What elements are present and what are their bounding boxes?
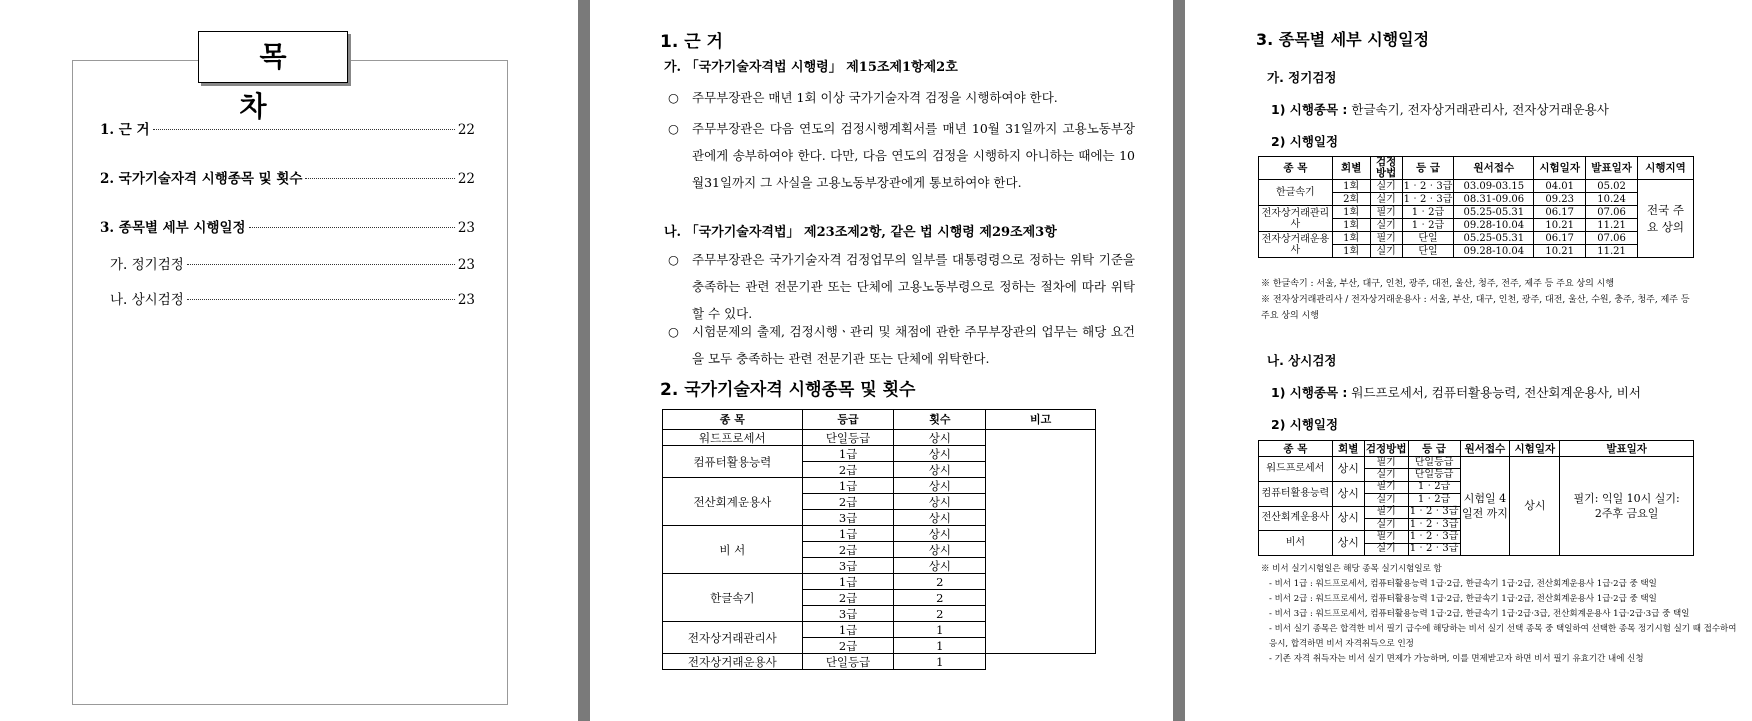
regular-schedule-table: 종 목 회별 검정방법 등 급 원서접수 시험일자 발표일자 시행지역 한글속기 1회 실기 1‧2‧3급 03.09-03.15 04.01 05.02 전국 주요 상의 2회 실기 1‧2‧3급 08.31-09.06 09.23 10.24 전자상거래관리사 1회 필기 1‧2급 05.25-05.31 06.17 07.06 1회 실기 1‧2급 09.28-10.04 10.21 11.21 전자상거래운용사 1회 필기 단일 05.25-05.31 06.17 07.06 1회 실기 단일 09.28-10.04 10.21 11.21: [1258, 156, 1694, 258]
regular-exam-title: 가. 정기검정: [1267, 70, 1337, 85]
toc-item[interactable]: 1. 근 거 22: [100, 122, 475, 138]
permanent-schedule-title: 2) 시행일정: [1271, 417, 1339, 432]
table-cell: 2급: [802, 462, 894, 478]
table-row: [663, 430, 1096, 446]
table-cell: 1급: [802, 446, 894, 462]
table-header: 시험일자: [1510, 441, 1560, 457]
note-line: - 비서 3급 : 워드프로세서, 컴퓨터활용능력 1급·2급, 한글속기 1급·2급·3급, 전산회계운용사 1급·2급·3급 중 택일: [1269, 609, 1690, 619]
table-cell: 워드프로세서: [663, 430, 803, 446]
table-header: 횟수: [894, 410, 986, 430]
table-cell: 상시: [894, 510, 986, 526]
table-cell: 비 서: [663, 526, 803, 574]
table-cell: 3급: [802, 558, 894, 574]
toc-item[interactable]: 3. 종목별 세부 시행일정 23: [100, 220, 475, 236]
permanent-schedule-table: 종 목 회별 검정방법 등 급 원서접수 시험일자 발표일자 워드프로세서 상시 필기 단일등급 시험일 4일전 까지 상시 필기: 익일 10시 실기: 2주후 금요일 실기 단일등급 컴퓨터활용능력 상시 필기 1‧2급 실기 1‧2급 전산회계운용사 상시 필기 1‧2‧3급 실기 1‧2‧3급 비서 상시 필기 1‧2‧3급 실기 1‧2‧3급: [1258, 440, 1694, 556]
table-cell: 1: [894, 622, 986, 638]
table-header: 종 목: [1259, 441, 1333, 457]
subheading-b: 나. 「국가기술자격법」 제23조제2항, 같은 법 시행령 제29조제3항: [664, 225, 1057, 240]
table-cell: 상시: [894, 446, 986, 462]
section-heading-schedule: 3. 종목별 세부 시행일정: [1256, 30, 1430, 49]
table-cell: 1: [894, 638, 986, 654]
document-page-schedule: [1185, 0, 1752, 721]
table-cell: 상시: [894, 478, 986, 494]
note-line: - 비서 1급 : 워드프로세서, 컴퓨터활용능력 1급·2급, 한글속기 1급·2급, 전산회계운용사 1급·2급 중 택일: [1269, 579, 1657, 589]
region-cell: 전국 주요 상의: [1638, 180, 1694, 258]
table-cell: 한글속기: [663, 574, 803, 622]
table-cell: 상시: [894, 462, 986, 478]
table-header: 회별: [1332, 441, 1364, 457]
table-cell: 전자상거래관리사: [1259, 206, 1333, 232]
table-cell: 3급: [802, 606, 894, 622]
note-line: - 기존 자격 취득자는 비서 실기 면제가 가능하며, 이를 면제받고자 하면 비서 필기 유효기간 내에 신청: [1269, 654, 1644, 664]
permanent-items-line: 1) 시행종목 : 워드프로세서, 컴퓨터활용능력, 전산회계운용사, 비서: [1271, 385, 1641, 400]
table-header: 등 급: [1408, 441, 1460, 457]
table-cell: 2: [894, 590, 986, 606]
remark-cell: [986, 430, 1096, 654]
table-cell: 1급: [802, 622, 894, 638]
table-header: 시험일자: [1534, 157, 1586, 180]
table-cell: 전자상거래관리사: [663, 622, 803, 654]
table-cell: 1: [894, 654, 986, 670]
table-cell: 2급: [802, 494, 894, 510]
toc-frame: [72, 60, 508, 705]
regular-items-line: 1) 시행종목 : 한글속기, 전자상거래관리사, 전자상거래운용사: [1271, 102, 1609, 117]
table-header: 원서접수: [1454, 157, 1534, 180]
table-cell: 상시: [894, 526, 986, 542]
table-header: 비고: [986, 410, 1096, 430]
table-row: [663, 654, 1096, 670]
table-header: 검정방법: [1365, 442, 1407, 455]
table-cell: 컴퓨터활용능력: [663, 446, 803, 478]
table-cell: 2: [894, 606, 986, 622]
regular-note: ※ 전자상거래관리사 / 전자상거래운용사 : 서울, 부산, 대구, 인천, 광주, 대전, 울산, 수원, 충주, 청주, 제주 등 주요 상의 시행: [1261, 295, 1690, 321]
permanent-exam-title: 나. 상시검정: [1267, 353, 1337, 368]
toc-page: [0, 0, 578, 721]
table-cell: 상시: [894, 494, 986, 510]
table-cell: 1급: [802, 574, 894, 590]
table-cell: 상시: [894, 558, 986, 574]
table-cell: 단일등급: [802, 430, 894, 446]
table-cell: 2: [894, 574, 986, 590]
section-heading-items: 2. 국가기술자격 시행종목 및 횟수: [660, 380, 916, 400]
table-header: 등급: [802, 410, 894, 430]
toc-item[interactable]: 가. 정기검정 23: [110, 257, 475, 273]
table-header: 회별: [1332, 157, 1370, 180]
document-page-basis: [590, 0, 1173, 721]
note-line: - 비서 실기 종목은 합격한 비서 필기 급수에 해당하는 비서 실기 선택 종목 중 택일하여 선택한 종목 정기시험 실기 때 접수하여 응시, 합격하면 비서 자격취득으로 인정: [1269, 624, 1737, 649]
paragraph: ○ 주무부장관은 매년 1회 이상 국가기술자격 검정을 시행하여야 한다.: [668, 90, 1058, 105]
table-cell: 한글속기: [1259, 180, 1333, 206]
table-header: 원서접수: [1460, 441, 1510, 457]
note-line: - 비서 2급 : 워드프로세서, 컴퓨터활용능력 1급·2급, 한글속기 1급·2급, 전산회계운용사 1급·2급 중 택일: [1269, 594, 1657, 604]
table-cell: 3급: [802, 510, 894, 526]
subheading-a: 가. 「국가기술자격법 시행령」 제15조제1항제2호: [664, 60, 958, 75]
table-cell: 단일등급: [802, 654, 894, 670]
table-cell: 상시: [894, 542, 986, 558]
regular-note: ※ 한글속기 : 서울, 부산, 대구, 인천, 광주, 대전, 울산, 청주, 전주, 제주 등 주요 상의 시행: [1261, 279, 1615, 289]
table-header: 발표일자: [1560, 441, 1694, 457]
table-cell: 2급: [802, 590, 894, 606]
paragraph: ○ 시험문제의 출제, 검정시행ㆍ관리 및 채점에 관한 주무부장관의 업무는 해당 요건을 모두 충족하는 관련 전문기관 또는 단체에 위탁한다.: [668, 324, 1135, 366]
secretary-notes: [1261, 562, 1745, 667]
toc-item[interactable]: 2. 국가기술자격 시행종목 및 횟수 22: [100, 171, 475, 187]
table-header: 종 목: [1259, 157, 1333, 180]
table-cell: 전자상거래운용사: [663, 654, 803, 670]
toc-title: 목 차: [198, 31, 348, 83]
section-heading-basis: 1. 근 거: [660, 32, 723, 52]
table-header: 검정방법: [1370, 157, 1402, 180]
table-cell: 1급: [802, 478, 894, 494]
table-cell: 전산회계운용사: [663, 478, 803, 526]
paragraph: ○ 주무부장관은 다음 연도의 검정시행계획서를 매년 10월 31일까지 고용노동부장관에게 송부하여야 한다. 다만, 다음 연도의 검정을 시행하지 아니하는 때에는 10월31일까지 그 사실을 고용노동부장관에게 통보하여야 한다.: [668, 121, 1135, 190]
table-cell: 1급: [802, 526, 894, 542]
table-header: 종 목: [663, 410, 803, 430]
table-header: 등 급: [1402, 157, 1454, 180]
table-cell: 전자상거래운용사: [1259, 232, 1333, 258]
table-cell: 2급: [802, 542, 894, 558]
items-table: [662, 409, 1096, 670]
table-cell: 상시: [894, 430, 986, 446]
table-header: 시행지역: [1638, 157, 1694, 180]
table-cell: 2급: [802, 638, 894, 654]
paragraph: ○ 주무부장관은 국가기술자격 검정업무의 일부를 대통령령으로 정하는 위탁 기준을 충족하는 관련 전문기관 또는 단체에 고용노동부령으로 정하는 절차에 따라 위탁할 수 있다.: [668, 252, 1135, 321]
table-header: 발표일자: [1586, 157, 1638, 180]
note-line: ※ 비서 실기시험일은 해당 종목 실기시험일로 함: [1261, 564, 1442, 574]
regular-schedule-title: 2) 시행일정: [1271, 134, 1339, 149]
toc-item[interactable]: 나. 상시검정 23: [110, 292, 475, 308]
